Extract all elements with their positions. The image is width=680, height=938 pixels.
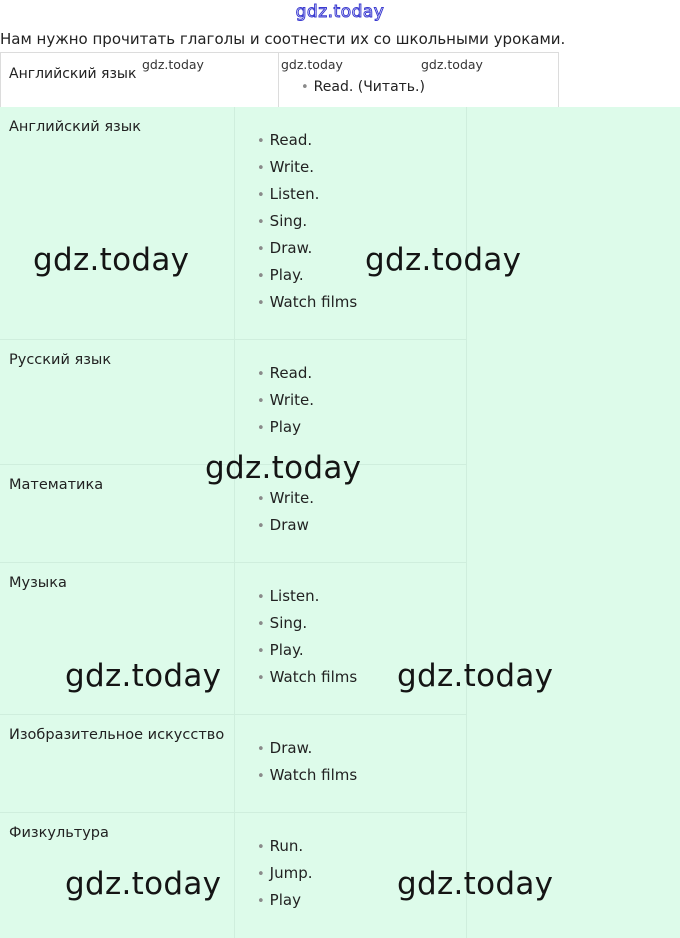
list-item: • Watch films [257,293,358,311]
list-item: • Jump. [257,864,313,882]
list-item: • Run. [257,837,304,855]
subject-name: Музыка [9,575,67,591]
subject-cell [0,715,235,812]
list-item: • Play [257,891,301,909]
watermark-large: gdz.today [65,658,222,694]
watermark-small: gdz.today [142,57,204,72]
subject-name: Физкультура [9,825,109,841]
watermark-large: gdz.today [365,242,522,278]
list-item: • Draw. [257,739,313,757]
list-item: • Draw [257,516,309,534]
watermark-small: gdz.today [281,57,343,72]
list-item: • Write. [257,489,315,507]
watermark-small: gdz.today [421,57,483,72]
list-item: • Read. [257,131,313,149]
watermark-large: gdz.today [397,658,554,694]
verbs-cell [235,107,467,339]
list-item: • Write. [257,158,315,176]
list-item: • Listen. [257,587,320,605]
list-item: • Watch films [257,766,358,784]
list-item: • Sing. [257,614,308,632]
site-watermark: gdz.today [295,2,385,22]
watermark-large: gdz.today [33,242,190,278]
subject-cell [0,465,235,562]
list-item: • Read. (Читать.) [301,79,425,95]
verbs-cell [235,340,467,464]
verbs-cell [235,715,467,812]
top-table-subject-cell [1,53,279,108]
top-table-subject: Английский язык [9,66,137,82]
list-item: • Play. [257,266,304,284]
list-item: • Draw. [257,239,313,257]
subject-name: Изобразительное искусство [9,727,225,743]
verbs-table [0,107,680,938]
list-item: • Write. [257,391,315,409]
list-item: • Listen. [257,185,320,203]
list-item: • Play. [257,641,304,659]
subject-name: Русский язык [9,352,112,368]
list-item: • Read. [257,364,313,382]
list-item: • Play [257,418,301,436]
watermark-large: gdz.today [205,450,362,486]
top-table [0,52,559,108]
subject-cell [0,340,235,464]
subject-name: Английский язык [9,119,141,135]
intro-text: Нам нужно прочитать глаголы и соотнести их со школьными уроками. [0,30,566,48]
subject-cell [0,107,235,339]
watermark-large: gdz.today [65,866,222,902]
table-row [0,340,467,465]
list-item: • Watch films [257,668,358,686]
table-row [0,107,467,340]
subject-name: Математика [9,477,104,493]
list-item: • Sing. [257,212,308,230]
watermark-large: gdz.today [397,866,554,902]
table-row [0,715,467,813]
